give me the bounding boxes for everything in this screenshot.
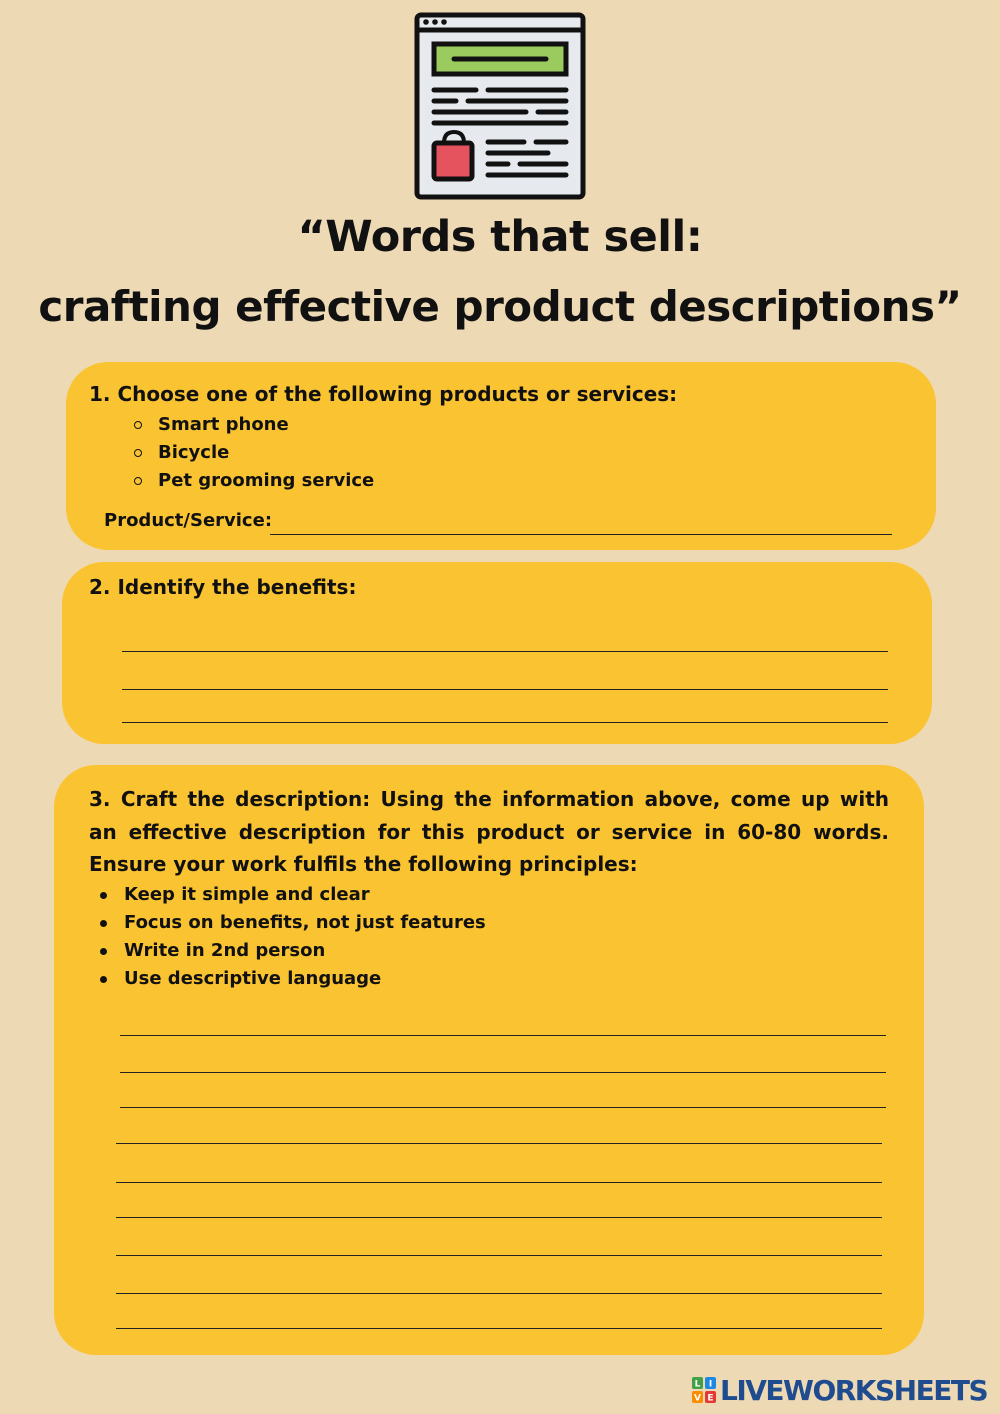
option-item xyxy=(132,439,374,467)
product-options-list xyxy=(132,411,374,495)
product-webpage-icon xyxy=(414,12,586,200)
principle-label: Focus on benefits, not just features xyxy=(124,912,486,933)
principle-label: Write in 2nd person xyxy=(124,940,326,961)
question-3: 3. Craft the description: Using the information above, come up with an effective description for this product or service in 60-80 words. Ensure your work fulfils the following principles: xyxy=(89,787,889,876)
option-label: Pet grooming service xyxy=(158,470,375,491)
description-answer-line[interactable] xyxy=(120,1107,886,1108)
product-service-answer-line[interactable] xyxy=(270,534,892,535)
option-label: Bicycle xyxy=(158,442,230,463)
benefits-card xyxy=(62,562,932,744)
liveworksheets-logo-icon xyxy=(692,1377,716,1403)
page-title-line1: “Words that sell: xyxy=(297,212,703,262)
option-label: Smart phone xyxy=(158,414,289,435)
logo-letter: L xyxy=(694,1379,701,1390)
description-answer-line[interactable] xyxy=(120,1072,886,1073)
principle-item xyxy=(98,937,486,965)
choose-product-card xyxy=(66,362,936,550)
logo-letter: V xyxy=(694,1393,701,1403)
benefits-answer-line[interactable] xyxy=(122,651,888,652)
circle-bullet-icon xyxy=(134,477,142,485)
principle-item xyxy=(98,881,486,909)
logo-letter: E xyxy=(707,1393,714,1403)
description-card xyxy=(54,765,924,1355)
logo-letter: I xyxy=(708,1379,713,1390)
question-2: 2. Identify the benefits: xyxy=(89,575,357,599)
principle-label: Use descriptive language xyxy=(124,968,382,989)
principle-label: Keep it simple and clear xyxy=(124,884,370,905)
liveworksheets-brand xyxy=(692,1372,987,1408)
benefits-answer-line[interactable] xyxy=(122,722,888,723)
description-answer-line[interactable] xyxy=(116,1293,882,1294)
description-answer-line[interactable] xyxy=(116,1255,882,1256)
circle-bullet-icon xyxy=(134,449,142,457)
principle-item xyxy=(98,909,486,937)
bullet-dot-icon xyxy=(100,920,107,927)
description-answer-line[interactable] xyxy=(116,1217,882,1218)
page-title-line2: crafting effective product descriptions” xyxy=(38,282,962,331)
circle-bullet-icon xyxy=(134,421,142,429)
bullet-dot-icon xyxy=(100,948,107,955)
description-answer-line[interactable] xyxy=(116,1182,882,1183)
benefits-answer-line[interactable] xyxy=(122,689,888,690)
bullet-dot-icon xyxy=(100,976,107,983)
brand-name: LIVEWORKSHEETS xyxy=(720,1373,988,1407)
description-answer-line[interactable] xyxy=(120,1035,886,1036)
description-answer-line[interactable] xyxy=(116,1328,882,1329)
option-item xyxy=(132,467,374,495)
principles-list xyxy=(98,881,486,993)
option-item xyxy=(132,411,374,439)
question-1: 1. Choose one of the following products or services: xyxy=(89,382,678,406)
product-service-label: Product/Service: xyxy=(104,510,273,531)
bullet-dot-icon xyxy=(100,892,107,899)
description-answer-line[interactable] xyxy=(116,1143,882,1144)
principle-item xyxy=(98,965,486,993)
